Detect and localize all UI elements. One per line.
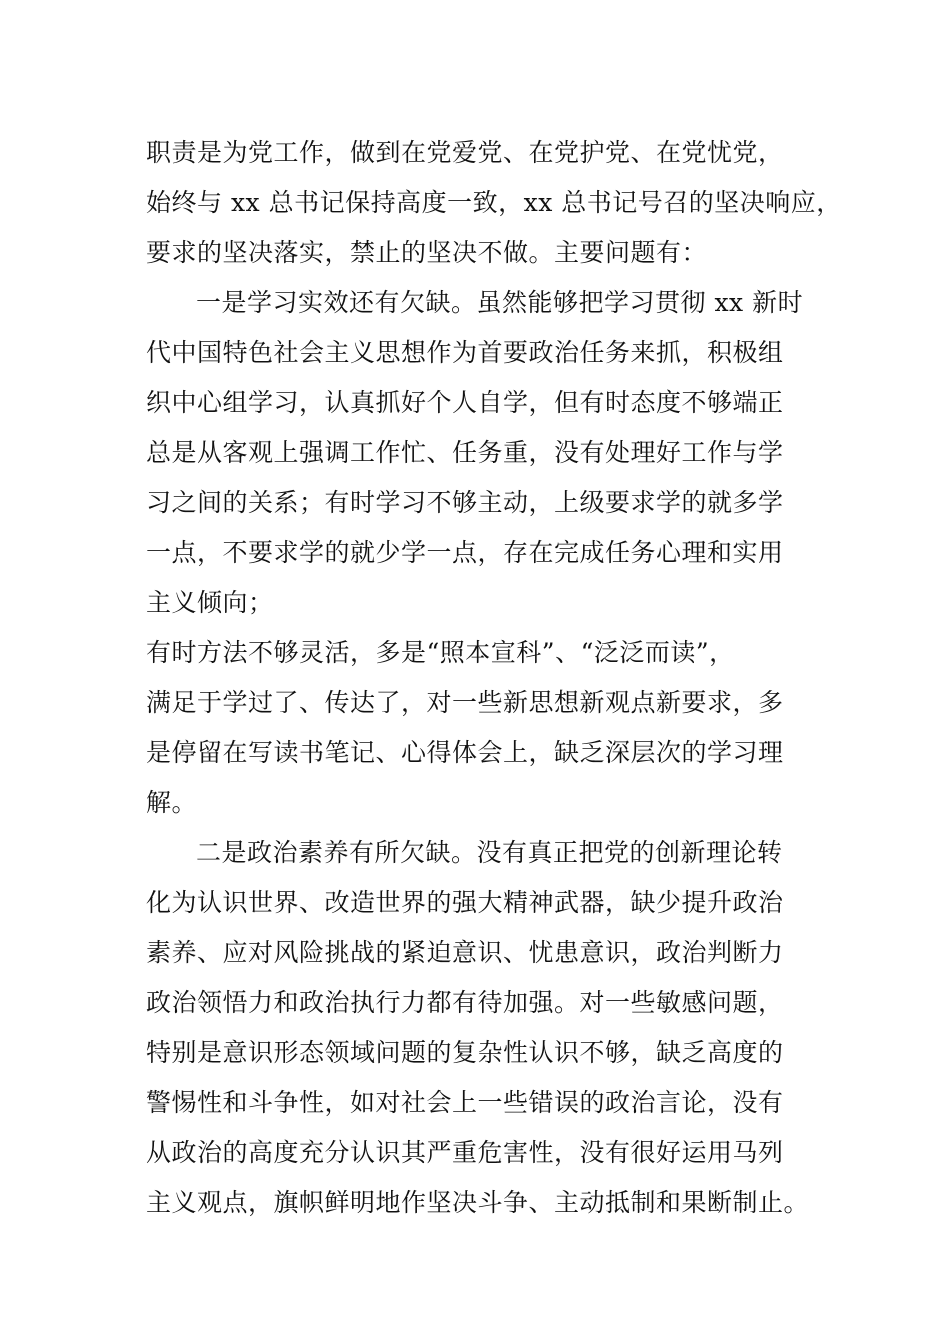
text-line: 主义观点，旗帜鲜明地作坚决斗争、主动抵制和果断制止。 [146,1188,810,1217]
text-line: 二是政治素养有所欠缺。没有真正把党的创新理论转 [196,838,783,867]
text-line: 特别是意识形态领域问题的复杂性认识不够，缺乏高度的 [146,1038,784,1067]
text-line: 总是从客观上强调工作忙、任务重，没有处理好工作与学 [146,438,784,467]
text-line: 一点，不要求学的就少学一点，存在完成任务心理和实用 [146,538,784,567]
text-line: 有时方法不够灵活，多是“照本宣科”、“泛泛而读”， [146,638,735,667]
text-line: 解。 [146,788,198,817]
text-line: 织中心组学习，认真抓好个人自学，但有时态度不够端正 [146,388,784,417]
text-line: 政治领悟力和政治执行力都有待加强。对一些敏感问题， [146,988,784,1017]
text-line: 素养、应对风险挑战的紧迫意识、忧患意识，政治判断力 [146,938,784,967]
text-line: 主义倾向； [146,588,274,617]
text-line: 从政治的高度充分认识其严重危害性，没有很好运用马列 [146,1138,784,1167]
text-line: 一是学习实效还有欠缺。虽然能够把学习贯彻 xx 新时 [196,288,804,317]
text-line: 要求的坚决落实，禁止的坚决不做。主要问题有： [146,238,708,267]
text-line: 化为认识世界、改造世界的强大精神武器，缺少提升政治 [146,888,784,917]
text-line: 习之间的关系；有时学习不够主动，上级要求学的就多学 [146,488,784,517]
text-line: 警惕性和斗争性，如对社会上一些错误的政治言论，没有 [146,1088,784,1117]
text-line: 是停留在写读书笔记、心得体会上，缺乏深层次的学习理 [146,738,784,767]
text-line: 职责是为党工作，做到在党爱党、在党护党、在党忧党， [146,138,784,167]
text-line: 代中国特色社会主义思想作为首要政治任务来抓，积极组 [146,338,784,367]
text-line: 满足于学过了、传达了，对一些新思想新观点新要求，多 [146,688,784,717]
text-line: 始终与 xx 总书记保持高度一致，xx 总书记号召的坚决响应， [146,188,842,217]
